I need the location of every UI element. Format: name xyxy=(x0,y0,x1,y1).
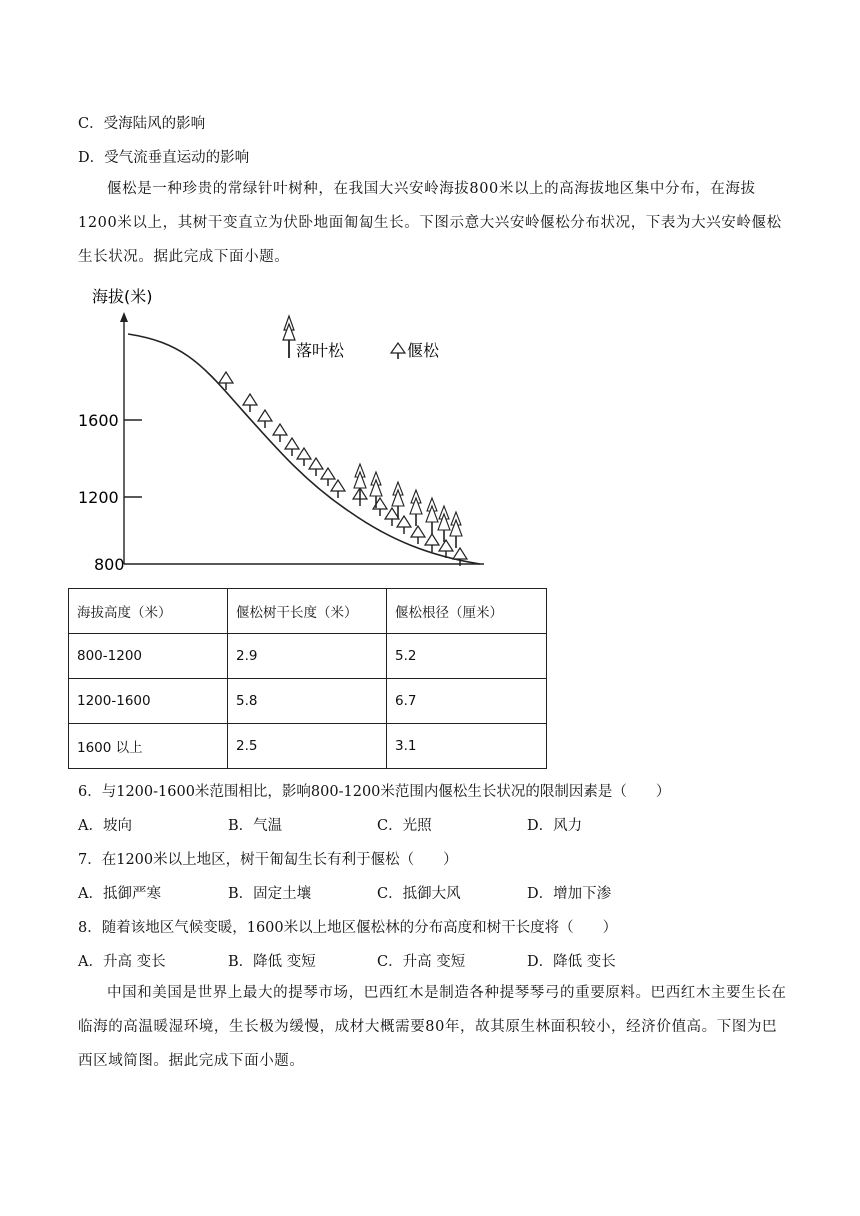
legend-dwarf-pine xyxy=(391,341,440,360)
tick-label-1600: 1600 xyxy=(78,411,119,430)
dwarf-pine-marker xyxy=(309,458,323,476)
table-header-cell: 海拔高度（米） xyxy=(69,589,228,634)
dwarf-pine-marker xyxy=(285,438,299,456)
table-cell: 1600 以上 xyxy=(69,724,228,769)
larch-marker xyxy=(438,506,450,542)
dwarf-pine-marker xyxy=(411,526,425,544)
table-cell: 5.2 xyxy=(387,634,547,679)
passage-brazilwood: 中国和美国是世界上最大的提琴市场，巴西红木是制造各种提琴琴弓的重要原料。巴西红木主要生长在临海的高温暖湿环境，生长极为缓慢，成材大概需要80年，故其原生林面积较小，经济价值高。下图为巴西区域简图。据此完成下面小题。 xyxy=(78,985,787,1069)
question-6-option-a[interactable]: A．坡向 xyxy=(78,818,132,834)
table-cell: 6.7 xyxy=(387,679,547,724)
table-header-cell: 偃松树干长度（米） xyxy=(228,589,387,634)
y-axis-arrow xyxy=(120,312,128,322)
larch-tree-icon xyxy=(283,316,295,358)
table-cell: 5.8 xyxy=(228,679,387,724)
legend-larch xyxy=(283,316,345,360)
table-cell: 1200-1600 xyxy=(69,679,228,724)
y-axis-label: 海拔(米) xyxy=(92,287,153,306)
question-6-option-d[interactable]: D．风力 xyxy=(527,818,583,834)
passage-dwarf-pine: 偃松是一种珍贵的常绿针叶树种，在我国大兴安岭海拔800米以上的高海拔地区集中分布，在海拔1200米以上，其树干变直立为伏卧地面匍匐生长。下图示意大兴安岭偃松分布状况，下表为大兴安岭偃松生长状况。据此完成下面小题。 xyxy=(78,181,782,265)
question-7-stem: 7．在1200米以上地区，树干匍匐生长有利于偃松（ ） xyxy=(78,852,458,868)
question-7-option-d[interactable]: D．增加下渗 xyxy=(527,886,612,902)
dwarf-pine-distribution-figure xyxy=(70,282,490,574)
legend-label-larch: 落叶松 xyxy=(296,341,345,360)
option-c-previous: C．受海陆风的影响 xyxy=(78,116,206,132)
dwarf-pine-marker xyxy=(331,480,345,498)
table-cell: 2.5 xyxy=(228,724,387,769)
dwarf-pine-marker xyxy=(425,534,439,552)
question-7-option-a[interactable]: A．抵御严寒 xyxy=(78,886,161,902)
question-8-option-c[interactable]: C．升高 变短 xyxy=(377,954,466,970)
table-cell: 2.9 xyxy=(228,634,387,679)
question-8-stem: 8．随着该地区气候变暖，1600米以上地区偃松林的分布高度和树干长度将（ ） xyxy=(78,920,618,936)
question-8-option-a[interactable]: A．升高 变长 xyxy=(78,954,166,970)
dwarf-pine-marker xyxy=(373,498,387,516)
table-header-cell: 偃松根径（厘米） xyxy=(387,589,547,634)
question-6-option-b[interactable]: B．气温 xyxy=(228,818,283,834)
question-8-option-d[interactable]: D．降低 变长 xyxy=(527,954,616,970)
table-header-row xyxy=(69,589,547,634)
table-cell: 3.1 xyxy=(387,724,547,769)
question-7-option-c[interactable]: C．抵御大风 xyxy=(377,886,461,902)
legend-label-dwarf-pine: 偃松 xyxy=(407,341,440,360)
dwarf-pine-marker xyxy=(243,394,257,412)
question-6-option-c[interactable]: C．光照 xyxy=(377,818,432,834)
tick-label-1200: 1200 xyxy=(78,488,119,507)
dwarf-pine-marker xyxy=(297,448,311,466)
table-row xyxy=(69,679,547,724)
larch-marker xyxy=(410,490,422,526)
dwarf-pine-marker xyxy=(273,424,287,442)
larch-marker xyxy=(426,498,438,534)
table-row xyxy=(69,634,547,679)
larch-marker xyxy=(450,512,462,548)
question-6-stem: 6．与1200-1600米范围相比，影响800-1200米范围内偃松生长状况的限制因素是（ ） xyxy=(78,784,671,800)
table-cell: 800-1200 xyxy=(69,634,228,679)
tick-label-800: 800 xyxy=(94,555,125,574)
dwarf-pine-marker xyxy=(321,468,335,486)
question-7-option-b[interactable]: B．固定土壤 xyxy=(228,886,312,902)
larch-markers xyxy=(354,464,462,548)
question-8-option-b[interactable]: B．降低 变短 xyxy=(228,954,316,970)
option-d-previous: D．受气流垂直运动的影响 xyxy=(78,150,250,166)
dwarf-pine-marker xyxy=(385,508,399,526)
table-row xyxy=(69,724,547,769)
dwarf-pine-markers xyxy=(219,372,467,566)
dwarf-pine-marker xyxy=(258,410,272,428)
dwarf-pine-growth-table xyxy=(68,588,547,769)
dwarf-pine-icon xyxy=(391,343,405,359)
